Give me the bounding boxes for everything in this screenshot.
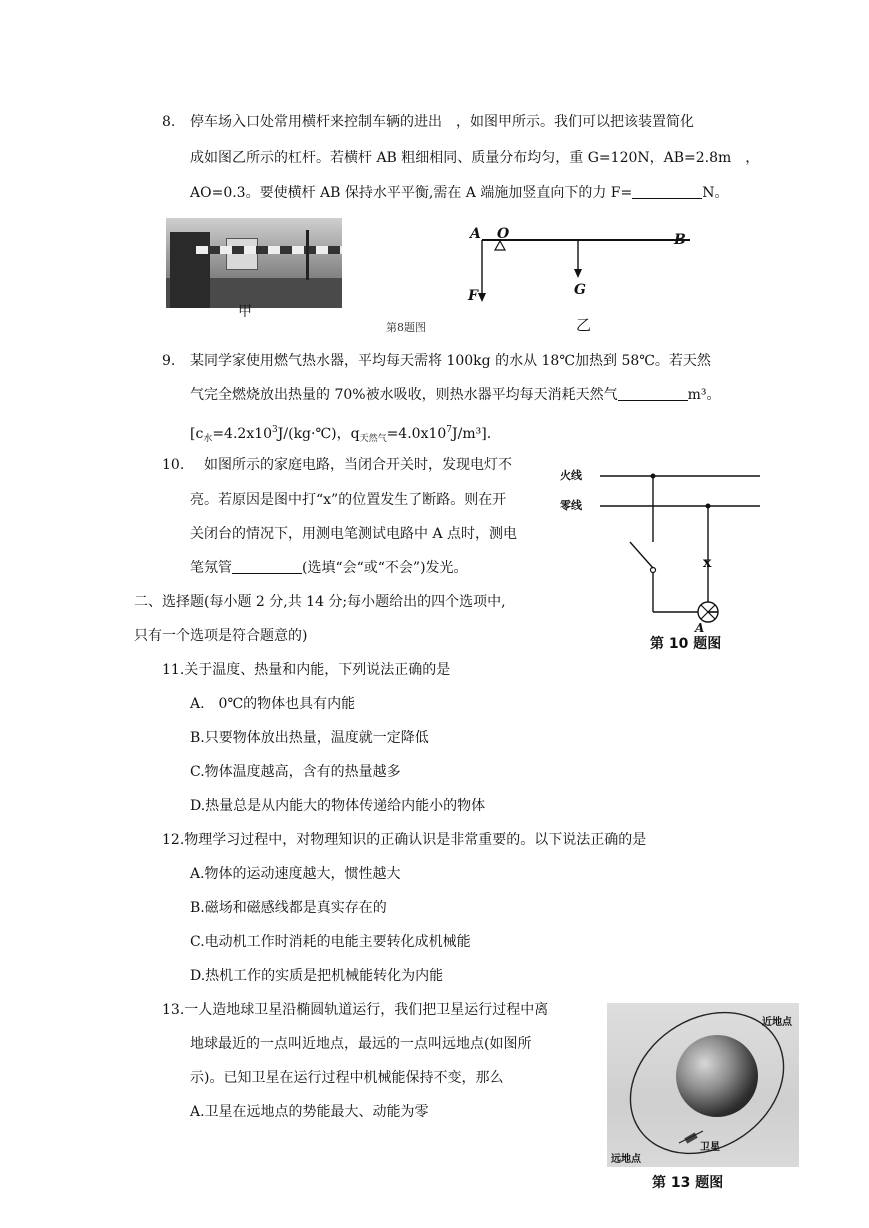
household-circuit-diagram [600, 462, 760, 632]
q9-q-subscript: 天然气 [359, 434, 387, 444]
q9-number: 9. [162, 353, 176, 369]
q8-line-2: 成如图乙所示的杠杆。若横杆 AB 粗细相同、质量分布均匀，重 G=120N，AB=2.8m ， [190, 150, 760, 166]
q9-c-value: =4.2x10 [212, 426, 273, 442]
q12-stem: 12.物理学习过程中，对物理知识的正确认识是非常重要的。以下说法正确的是 [162, 832, 647, 848]
q13-line-3: 示)。已知卫星在运行过程中机械能保持不变，那么 [190, 1070, 504, 1086]
circuit-point-a-label: A [695, 621, 705, 635]
q11-option-a[interactable]: A. 0℃的物体也具有内能 [190, 696, 356, 712]
q8-line-3-text: AO=0.3。要使横杆 AB 保持水平平衡,需在 A 端施加竖直向下的力 F= [190, 185, 633, 201]
q9-q-unit: J/m³]. [452, 426, 492, 442]
q11-option-c[interactable]: C.物体温度越高，含有的热量越多 [190, 764, 401, 780]
q10-line-4-options: (选填“会“或“不会”)发光。 [302, 560, 468, 576]
q9-c-unit: J/(kg·℃)，q [277, 426, 360, 442]
q9-c-symbol: [c [190, 426, 204, 442]
parking-gate-photo [166, 218, 342, 308]
q10-line-4-text: 笔氖管 [190, 560, 232, 576]
q9-line-2-unit: m³。 [687, 387, 721, 403]
q9-line-2-text: 气完全燃烧放出热量的 70%被水吸收，则热水器平均每天消耗天然气 [190, 387, 618, 403]
lever-label-f: F [468, 288, 478, 304]
q10-line-3: 关闭台的情况下，用测电笔测试电路中 A 点时，测电 [190, 526, 518, 542]
lever-label-o: O [497, 226, 510, 242]
q12-option-d[interactable]: D.热机工作的实质是把机械能转化为内能 [190, 968, 444, 984]
q9-q-value: =4.0x10 [386, 426, 447, 442]
q10-number: 10. [162, 457, 185, 473]
q9-line-2 [190, 385, 720, 405]
q9-c-subscript: 水 [203, 434, 213, 444]
q8-line-3-unit: N。 [702, 185, 729, 201]
q9-c-exponent: 3 [272, 425, 278, 435]
q10-line-2: 亮。若原因是图中打“x”的位置发生了断路。则在开 [190, 492, 507, 508]
q9-line-3 [190, 420, 491, 449]
q8-photo-caption: 甲 [238, 304, 252, 320]
q10-line-4 [190, 558, 468, 578]
q10-answer-blank[interactable] [232, 559, 302, 574]
circuit-live-wire-label: 火线 [560, 469, 582, 482]
q12-option-b[interactable]: B.磁场和磁感线都是真实存在的 [190, 900, 387, 916]
q10-figure-caption: 第 10 题图 [650, 636, 722, 652]
q11-option-d[interactable]: D.热量总是从内能大的物体传递给内能小的物体 [190, 798, 486, 814]
q9-q-exponent: 7 [446, 425, 453, 435]
section-2-header-line-2: 只有一个选项是符合题意的) [134, 628, 308, 644]
q8-figure-caption: 第8题图 [386, 321, 426, 334]
q13-line-1: 13.一人造地球卫星沿椭圆轨道运行，我们把卫星运行过程中离 [162, 1002, 549, 1018]
q13-line-2: 地球最近的一点叫近地点，最远的一点叫远地点(如图所 [190, 1036, 532, 1052]
q8-answer-blank[interactable] [632, 184, 702, 199]
orbit-near-point-label: 近地点 [762, 1017, 792, 1028]
q9-answer-blank[interactable] [618, 386, 688, 401]
q11-stem: 11.关于温度、热量和内能，下列说法正确的是 [162, 662, 451, 678]
earth-image [676, 1035, 758, 1117]
lever-label-g: G [574, 282, 586, 298]
q13-option-a[interactable]: A.卫星在远地点的势能最大、动能为零 [190, 1104, 429, 1120]
section-2-header-line-1: 二、选择题(每小题 2 分,共 14 分;每小题给出的四个选项中, [134, 594, 506, 610]
q8-figure-yi-caption: 乙 [576, 316, 592, 334]
circuit-neutral-wire-label: 零线 [560, 499, 582, 512]
q9-line-1: 某同学家使用燃气热水器，平均每天需将 100kg 的水从 18℃加热到 58℃。若天然 [190, 353, 711, 369]
q8-number: 8. [162, 114, 176, 130]
lever-label-a: A [470, 226, 481, 242]
q11-option-b[interactable]: B.只要物体放出热量，温度就一定降低 [190, 730, 429, 746]
orbit-satellite-label: 卫星 [700, 1142, 720, 1153]
lever-label-b: B [674, 232, 686, 248]
circuit-break-mark: x [703, 555, 712, 571]
q8-line-3 [190, 183, 729, 203]
q13-figure-caption: 第 13 题图 [652, 1175, 724, 1191]
q12-option-c[interactable]: C.电动机工作时消耗的电能主要转化成机械能 [190, 934, 471, 950]
q10-line-1: 如图所示的家庭电路，当闭合开关时，发现电灯不 [204, 457, 512, 473]
q12-option-a[interactable]: A.物体的运动速度越大，惯性越大 [190, 866, 401, 882]
q8-line-1: 停车场入口处常用横杆来控制车辆的进出 ，如图甲所示。我们可以把该装置简化 [190, 114, 694, 130]
orbit-far-point-label: 远地点 [611, 1154, 641, 1165]
